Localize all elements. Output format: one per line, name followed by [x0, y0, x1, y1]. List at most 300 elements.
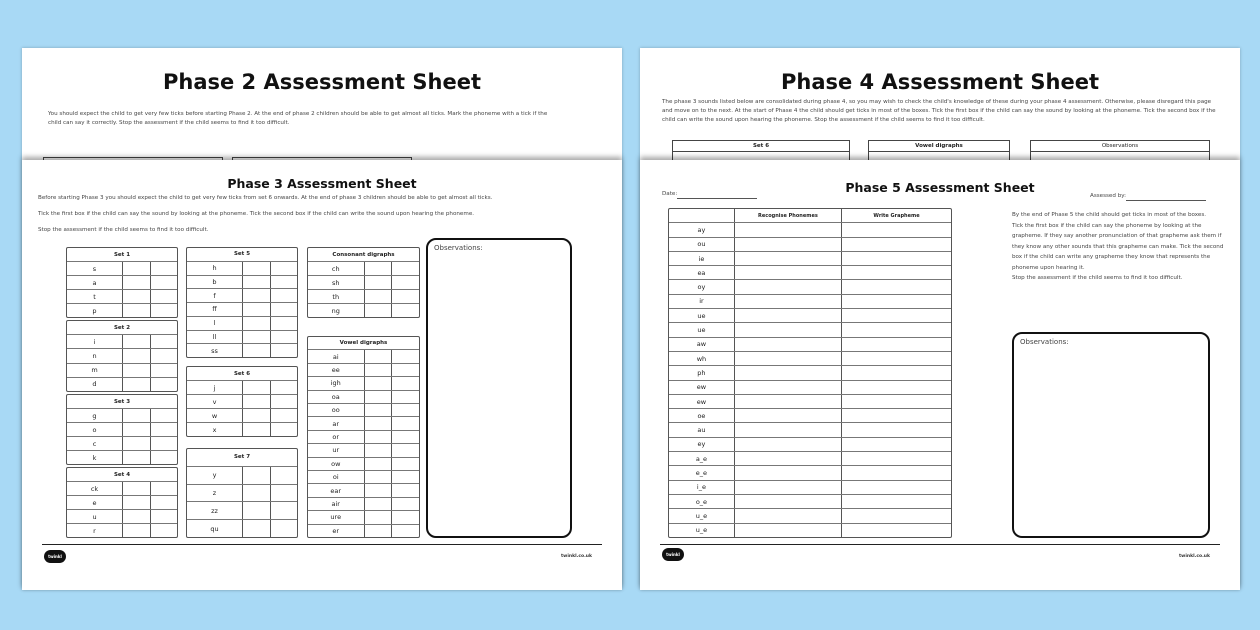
phase3-intro-2: Tick the first box if the child can say the sound by looking at the phoneme. Tick the second box if the child can write the sound upon hearing the phoneme. — [38, 211, 475, 217]
recognise-box[interactable] — [734, 409, 841, 422]
say-tick-box[interactable] — [242, 520, 270, 537]
write-tick-box[interactable] — [150, 364, 178, 377]
say-tick-box[interactable] — [242, 317, 270, 330]
phase2-intro: You should expect the child to get very few ticks before starting Phase 2. At the end of phase 2 children should be able to get almost all ticks. Mark the phoneme with a tick if the child can say it correctly. Stop the assessment if the child seems to find it too difficult. — [48, 111, 548, 126]
grapheme: ou — [697, 240, 706, 249]
grapheme: ey — [697, 440, 706, 449]
table-row — [187, 394, 297, 408]
observations-label: Observations: — [434, 244, 483, 252]
write-tick-box[interactable] — [391, 377, 419, 389]
write-tick-box[interactable] — [270, 502, 298, 519]
recognise-box[interactable] — [734, 466, 841, 479]
phase5-instructions — [1012, 210, 1224, 284]
say-tick-box[interactable] — [122, 276, 150, 289]
say-tick-box[interactable] — [242, 381, 270, 394]
table-row — [669, 337, 951, 351]
write-tick-box[interactable] — [270, 409, 298, 422]
say-tick-box[interactable] — [364, 304, 392, 317]
phoneme: ck — [90, 484, 99, 493]
write-tick-box[interactable] — [150, 510, 178, 523]
write-tick-box[interactable] — [150, 409, 178, 422]
say-tick-box[interactable] — [242, 276, 270, 289]
write-tick-box[interactable] — [270, 467, 298, 484]
say-tick-box[interactable] — [242, 409, 270, 422]
table-row — [669, 394, 951, 408]
table-row — [187, 466, 297, 484]
write-box[interactable] — [841, 352, 951, 365]
say-tick-box[interactable] — [122, 349, 150, 362]
write-box[interactable] — [841, 381, 951, 394]
recognise-box[interactable] — [734, 252, 841, 265]
say-tick-box[interactable] — [242, 331, 270, 344]
phoneme: air — [331, 500, 340, 509]
table-row — [187, 422, 297, 436]
write-tick-box[interactable] — [270, 423, 298, 436]
grapheme: a_e — [695, 454, 708, 463]
phase5-phoneme-table — [668, 208, 952, 538]
phoneme: ai — [332, 352, 339, 361]
table-row — [308, 289, 419, 303]
say-tick-box[interactable] — [364, 417, 392, 429]
table-row — [67, 303, 177, 317]
column-header: Write Grapheme — [841, 209, 951, 222]
phoneme: r — [93, 526, 96, 535]
table-row — [669, 523, 951, 537]
write-tick-box[interactable] — [150, 349, 178, 362]
phase3-table-set-6 — [186, 366, 298, 437]
grapheme: ue — [697, 311, 706, 320]
table-row — [308, 349, 419, 362]
twinkl-logo: twinkl — [662, 548, 684, 561]
grapheme: u_e — [695, 511, 708, 520]
recognise-box[interactable] — [734, 338, 841, 351]
write-tick-box[interactable] — [270, 303, 298, 316]
grapheme: ea — [697, 268, 706, 277]
say-tick-box[interactable] — [122, 378, 150, 391]
write-tick-box[interactable] — [391, 276, 419, 289]
write-tick-box[interactable] — [150, 423, 178, 436]
write-tick-box[interactable] — [150, 276, 178, 289]
table-header: Consonant digraphs — [332, 251, 395, 258]
write-tick-box[interactable] — [391, 471, 419, 483]
write-tick-box[interactable] — [270, 381, 298, 394]
phoneme: y — [212, 471, 217, 480]
phase3-table-set-7 — [186, 448, 298, 538]
say-tick-box[interactable] — [242, 395, 270, 408]
table-row — [187, 519, 297, 537]
table-row — [308, 376, 419, 389]
write-tick-box[interactable] — [270, 520, 298, 537]
say-tick-box[interactable] — [364, 471, 392, 483]
table-row — [308, 363, 419, 376]
say-tick-box[interactable] — [364, 484, 392, 496]
grapheme: ew — [696, 383, 707, 392]
table-row — [67, 261, 177, 275]
phoneme: p — [92, 306, 97, 315]
write-tick-box[interactable] — [150, 335, 178, 348]
write-tick-box[interactable] — [391, 364, 419, 376]
recognise-box[interactable] — [734, 381, 841, 394]
say-tick-box[interactable] — [364, 444, 392, 456]
say-tick-box[interactable] — [122, 437, 150, 450]
instruction-text: By the end of Phase 5 the child should get ticks in most of the boxes. — [1012, 212, 1207, 218]
write-box[interactable] — [841, 481, 951, 494]
grapheme: ph — [697, 368, 706, 377]
phoneme: ng — [331, 306, 340, 315]
table-row — [308, 416, 419, 429]
write-tick-box[interactable] — [270, 485, 298, 502]
phoneme: j — [213, 383, 216, 392]
write-tick-box[interactable] — [150, 524, 178, 537]
grapheme: i_e — [696, 483, 706, 492]
phase3-table-set-5 — [186, 247, 298, 358]
table-row — [67, 408, 177, 422]
recognise-box[interactable] — [734, 280, 841, 293]
phoneme: igh — [330, 379, 341, 388]
write-box[interactable] — [841, 409, 951, 422]
phoneme: m — [91, 366, 98, 375]
write-tick-box[interactable] — [270, 262, 298, 275]
phoneme: d — [92, 380, 97, 389]
grapheme: au — [697, 426, 706, 435]
say-tick-box[interactable] — [364, 391, 392, 403]
observations-label: Observations: — [1020, 338, 1069, 346]
phase5-title: Phase 5 Assessment Sheet — [845, 180, 1035, 195]
phoneme: th — [332, 292, 340, 301]
write-box[interactable] — [841, 266, 951, 279]
phoneme: ur — [332, 446, 340, 455]
grapheme: ue — [697, 326, 706, 335]
write-box[interactable] — [841, 309, 951, 322]
say-tick-box[interactable] — [242, 423, 270, 436]
say-tick-box[interactable] — [364, 364, 392, 376]
say-tick-box[interactable] — [242, 485, 270, 502]
date-field[interactable]: Date: — [662, 190, 757, 199]
table-row — [187, 275, 297, 289]
phoneme: t — [93, 292, 96, 301]
phase5-observations-box[interactable] — [1012, 332, 1210, 538]
table-header — [669, 209, 951, 222]
table-row — [308, 443, 419, 456]
say-tick-box[interactable] — [242, 262, 270, 275]
phase4-title: Phase 4 Assessment Sheet — [780, 70, 1099, 94]
phoneme: s — [92, 264, 97, 273]
say-tick-box[interactable] — [364, 290, 392, 303]
phoneme: oo — [331, 406, 340, 415]
recognise-box[interactable] — [734, 481, 841, 494]
phoneme: ch — [331, 264, 340, 273]
phase4-set6-table: Set 6 — [672, 140, 850, 162]
phoneme: or — [332, 433, 340, 442]
assessed-by-field[interactable]: Assessed by: — [1090, 192, 1206, 201]
table-header: Set 7 — [233, 454, 251, 461]
say-tick-box[interactable] — [122, 510, 150, 523]
table-row — [308, 261, 419, 275]
table-row — [67, 495, 177, 509]
table-row — [669, 237, 951, 251]
grapheme: o_e — [695, 497, 708, 506]
grapheme: oe — [697, 411, 706, 420]
say-tick-box[interactable] — [364, 350, 392, 362]
write-box[interactable] — [841, 223, 951, 236]
table-row — [67, 377, 177, 391]
write-box[interactable] — [841, 238, 951, 251]
write-box[interactable] — [841, 466, 951, 479]
phoneme: ure — [330, 513, 342, 522]
write-tick-box[interactable] — [391, 290, 419, 303]
phase3-table-set-1 — [66, 247, 178, 318]
phoneme: qu — [210, 524, 219, 533]
recognise-box[interactable] — [734, 423, 841, 436]
table-row — [669, 251, 951, 265]
say-tick-box[interactable] — [364, 525, 392, 537]
write-tick-box[interactable] — [391, 498, 419, 510]
write-box[interactable] — [841, 338, 951, 351]
write-tick-box[interactable] — [150, 496, 178, 509]
phoneme: f — [213, 291, 216, 300]
instruction-text: Stop the assessment if the child seems to find it too difficult. — [1012, 275, 1183, 281]
say-tick-box[interactable] — [122, 262, 150, 275]
footer-url: twinkl.co.uk — [1179, 554, 1210, 559]
say-tick-box[interactable] — [122, 423, 150, 436]
write-box[interactable] — [841, 395, 951, 408]
footer-url: twinkl.co.uk — [561, 554, 592, 559]
table-header: Set 1 — [113, 251, 131, 258]
write-box[interactable] — [841, 280, 951, 293]
table-header: Vowel digraphs — [339, 340, 388, 347]
column-header: Recognise Phonemes — [734, 209, 841, 222]
table-row — [187, 330, 297, 344]
phoneme: g — [92, 411, 97, 420]
write-tick-box[interactable] — [391, 484, 419, 496]
say-tick-box[interactable] — [122, 496, 150, 509]
table-row — [67, 523, 177, 537]
table-row — [669, 294, 951, 308]
write-tick-box[interactable] — [391, 458, 419, 470]
recognise-box[interactable] — [734, 495, 841, 508]
phoneme: i — [93, 337, 96, 346]
say-tick-box[interactable] — [242, 467, 270, 484]
say-tick-box[interactable] — [242, 289, 270, 302]
write-tick-box[interactable] — [391, 304, 419, 317]
recognise-box[interactable] — [734, 309, 841, 322]
table-header: Set 2 — [113, 324, 131, 331]
write-tick-box[interactable] — [150, 304, 178, 317]
recognise-box[interactable] — [734, 352, 841, 365]
phase3-table-set-4 — [66, 467, 178, 538]
table-row — [67, 289, 177, 303]
recognise-box[interactable] — [734, 509, 841, 522]
table-row — [67, 334, 177, 348]
table-row — [67, 275, 177, 289]
phoneme: ee — [331, 366, 340, 375]
say-tick-box[interactable] — [364, 377, 392, 389]
write-tick-box[interactable] — [150, 290, 178, 303]
recognise-box[interactable] — [734, 223, 841, 236]
phoneme: ll — [212, 332, 217, 341]
phase4-intro: The phase 3 sounds listed below are consolidated during phase 4, so you may wish to check the child's knowledge of these during your phase 4 assessment. Otherwise, please disregard this page and move on to the next. At the start of Phase 4 the child should get ticks in most of the boxes. Tick the first box if the child can say the sound by looking at the phoneme. Tick the second box if the child can write the sound upon hearing the phoneme. Stop the assessment if the child seems to find it too difficult. — [662, 99, 1216, 123]
table-row — [669, 465, 951, 479]
say-tick-box[interactable] — [122, 335, 150, 348]
write-tick-box[interactable] — [391, 511, 419, 523]
table-row — [67, 481, 177, 495]
phoneme: sh — [331, 278, 340, 287]
table-row — [308, 457, 419, 470]
table-row — [187, 408, 297, 422]
table-row — [669, 380, 951, 394]
write-box[interactable] — [841, 524, 951, 537]
table-row — [187, 302, 297, 316]
write-box[interactable] — [841, 323, 951, 336]
grapheme: e_e — [695, 468, 708, 477]
phoneme: z — [212, 488, 217, 497]
table-row — [669, 480, 951, 494]
say-tick-box[interactable] — [122, 451, 150, 464]
table-header: Set 4 — [113, 471, 131, 478]
write-tick-box[interactable] — [391, 404, 419, 416]
phoneme: v — [212, 397, 217, 406]
table-row — [669, 437, 951, 451]
say-tick-box[interactable] — [364, 431, 392, 443]
recognise-box[interactable] — [734, 395, 841, 408]
table-row — [308, 524, 419, 537]
grapheme: aw — [696, 340, 707, 349]
phoneme: x — [212, 425, 217, 434]
say-tick-box[interactable] — [122, 290, 150, 303]
table-row — [669, 222, 951, 236]
table-row — [187, 343, 297, 357]
table-row — [308, 275, 419, 289]
write-tick-box[interactable] — [391, 262, 419, 275]
phase2-title: Phase 2 Assessment Sheet — [162, 70, 481, 94]
table-row — [187, 484, 297, 502]
phase3-intro-1: Before starting Phase 3 you should expect the child to get very few ticks from set 6 onwards. At the end of phase 3 children should be able to get almost all ticks. — [38, 195, 493, 201]
say-tick-box[interactable] — [364, 498, 392, 510]
say-tick-box[interactable] — [122, 524, 150, 537]
say-tick-box[interactable] — [364, 458, 392, 470]
phase3-table-set-2 — [66, 320, 178, 392]
table-row — [308, 483, 419, 496]
write-tick-box[interactable] — [150, 378, 178, 391]
table-row — [669, 494, 951, 508]
write-tick-box[interactable] — [270, 317, 298, 330]
recognise-box[interactable] — [734, 524, 841, 537]
phoneme: k — [92, 453, 97, 462]
table-row — [67, 509, 177, 523]
phoneme: ear — [330, 486, 342, 495]
write-box[interactable] — [841, 452, 951, 465]
recognise-box[interactable] — [734, 452, 841, 465]
table-header: Set 3 — [113, 398, 131, 405]
table-row — [67, 436, 177, 450]
phoneme: er — [332, 526, 340, 535]
table-row — [669, 408, 951, 422]
recognise-box[interactable] — [734, 238, 841, 251]
write-tick-box[interactable] — [150, 262, 178, 275]
say-tick-box[interactable] — [242, 502, 270, 519]
recognise-box[interactable] — [734, 366, 841, 379]
recognise-box[interactable] — [734, 438, 841, 451]
say-tick-box[interactable] — [364, 404, 392, 416]
phase3-observations-box[interactable] — [426, 238, 572, 538]
say-tick-box[interactable] — [122, 409, 150, 422]
write-tick-box[interactable] — [391, 444, 419, 456]
write-box[interactable] — [841, 366, 951, 379]
table-row — [308, 510, 419, 523]
instruction-text: Tick the first box if the child can say the phoneme by looking at the grapheme. If they say another pronunciation of that grapheme ask them if they know any other sounds that this grapheme can make. Tick the second box if the child can write any grapheme they know that represents the phoneme upon hearing it. — [1012, 222, 1224, 271]
write-box[interactable] — [841, 423, 951, 436]
phoneme: u — [92, 512, 97, 521]
say-tick-box[interactable] — [122, 482, 150, 495]
table-row — [67, 363, 177, 377]
grapheme: ay — [697, 225, 706, 234]
phoneme: a — [92, 278, 97, 287]
say-tick-box[interactable] — [242, 303, 270, 316]
write-box[interactable] — [841, 495, 951, 508]
table-row — [669, 365, 951, 379]
write-box[interactable] — [841, 295, 951, 308]
say-tick-box[interactable] — [364, 262, 392, 275]
write-tick-box[interactable] — [270, 344, 298, 357]
recognise-box[interactable] — [734, 323, 841, 336]
write-box[interactable] — [841, 509, 951, 522]
write-tick-box[interactable] — [150, 437, 178, 450]
say-tick-box[interactable] — [364, 276, 392, 289]
say-tick-box[interactable] — [242, 344, 270, 357]
table-row — [187, 288, 297, 302]
write-tick-box[interactable] — [391, 525, 419, 537]
table-row — [308, 403, 419, 416]
table-row — [308, 430, 419, 443]
table-row — [308, 303, 419, 317]
phase3-table-consonant-digraphs — [307, 247, 420, 318]
write-tick-box[interactable] — [391, 431, 419, 443]
phoneme: b — [212, 277, 217, 286]
table-row — [308, 390, 419, 403]
say-tick-box[interactable] — [122, 304, 150, 317]
table-row — [669, 322, 951, 336]
write-tick-box[interactable] — [391, 391, 419, 403]
recognise-box[interactable] — [734, 295, 841, 308]
write-tick-box[interactable] — [270, 289, 298, 302]
write-tick-box[interactable] — [270, 276, 298, 289]
table-row — [187, 261, 297, 275]
table-row — [669, 279, 951, 293]
phoneme: zz — [211, 506, 218, 515]
phoneme: ow — [331, 459, 341, 468]
table-row — [187, 501, 297, 519]
write-box[interactable] — [841, 252, 951, 265]
phase3-title: Phase 3 Assessment Sheet — [227, 176, 417, 191]
phase5-page — [640, 160, 1240, 590]
write-box[interactable] — [841, 438, 951, 451]
table-row — [669, 308, 951, 322]
say-tick-box[interactable] — [122, 364, 150, 377]
write-tick-box[interactable] — [391, 350, 419, 362]
column-header — [669, 209, 734, 222]
table-row — [187, 380, 297, 394]
write-tick-box[interactable] — [150, 482, 178, 495]
grapheme: ew — [696, 397, 707, 406]
say-tick-box[interactable] — [364, 511, 392, 523]
recognise-box[interactable] — [734, 266, 841, 279]
write-tick-box[interactable] — [150, 451, 178, 464]
write-tick-box[interactable] — [270, 331, 298, 344]
table-row — [308, 470, 419, 483]
write-tick-box[interactable] — [391, 417, 419, 429]
phase3-table-set-3 — [66, 394, 178, 465]
write-tick-box[interactable] — [270, 395, 298, 408]
